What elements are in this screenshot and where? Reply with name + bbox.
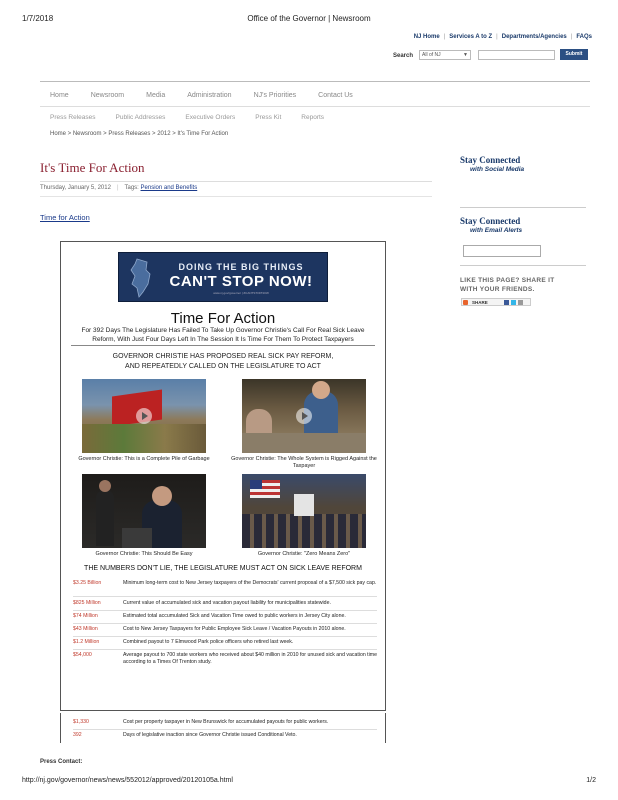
divider [40, 81, 590, 82]
divider [460, 265, 586, 266]
share-prompt-line: WITH YOUR FRIENDS. [460, 286, 535, 293]
search-label: Search [393, 53, 414, 59]
sub-nav-public-addresses[interactable]: Public Addresses [115, 114, 166, 121]
search-bar [393, 49, 593, 63]
sub-nav-press-kit[interactable]: Press Kit [255, 114, 282, 121]
main-nav-priorities[interactable]: NJ's Priorities [253, 92, 297, 99]
divider [73, 729, 377, 730]
social-heading: Stay Connected [460, 155, 521, 165]
flyer-subtitle-line: For 392 Days The Legislature Has Failed To Take Up Governor Christie's Call For Real Sick Leave [81, 327, 365, 334]
fact-description: Cost to New Jersey Taxpayers for Public Employee Sick Leave / Vacation Payouts in 2010 alone. [123, 626, 346, 632]
fact-amount: 392 [73, 732, 82, 738]
banner-headline: CAN'T STOP NOW! [169, 273, 313, 290]
banner-small-print: www.nj.gov/governor | #CANTSTOPNOW [213, 291, 269, 295]
email-icon [518, 300, 523, 305]
flyer-continuation [60, 713, 386, 743]
divider [73, 610, 377, 611]
sub-nav [50, 114, 344, 121]
fact-description: Cost per property taxpayer in New Brunswick for accumulated payouts for public workers. [123, 719, 329, 725]
fact-description: Days of legislative inaction since Governor Christie issued Conditional Veto. [123, 732, 297, 738]
flyer-document [60, 241, 386, 711]
top-nav-nj-home[interactable]: NJ Home [413, 34, 440, 40]
share-label: SHARE [472, 300, 488, 305]
main-nav-contact[interactable]: Contact Us [318, 92, 353, 99]
flyer-heading-line: AND REPEATEDLY CALLED ON THE LEGISLATURE TO ACT [125, 363, 321, 370]
video-thumbnail[interactable] [82, 379, 206, 453]
divider [73, 636, 377, 637]
video-thumbnail[interactable] [242, 379, 366, 453]
fact-description: Current value of accumulated sick and vacation payout liability for municipalities statewide. [123, 600, 331, 606]
search-submit-button[interactable]: Submit [560, 49, 588, 60]
print-url: http://nj.gov/governor/news/news/552012/approved/20120105a.html [22, 777, 233, 784]
photo-caption: Governor Christie: "Zero Means Zero" [257, 551, 351, 557]
divider [73, 596, 377, 597]
main-nav-media[interactable]: Media [146, 92, 166, 99]
search-scope-select[interactable] [419, 50, 471, 60]
search-input[interactable] [478, 50, 555, 60]
top-nav-departments[interactable]: Departments/Agencies [501, 34, 567, 40]
flyer-subtitle-line: Reform, With Just Four Days Left In The Session It Is Time For Them To Protect Taxpayers [92, 336, 354, 343]
flyer-title: Time For Action [170, 310, 276, 327]
print-header [22, 14, 596, 26]
search-scope-value: All of NJ [422, 52, 441, 58]
fact-amount: $1.2 Million [73, 639, 100, 645]
top-nav: NJ Home | Services A to Z | Departments/Agencies | FAQs [413, 34, 592, 40]
facebook-icon [504, 300, 509, 305]
fact-amount: $1,330 [73, 719, 89, 725]
main-nav [50, 92, 375, 99]
press-contact-label: Press Contact: [40, 759, 83, 765]
new-jersey-map-icon [129, 258, 153, 298]
photo-caption: Governor Christie: This is a Complete Pile of Garbage [78, 456, 210, 462]
flyer-heading [71, 352, 375, 372]
breadcrumb[interactable]: Home > Newsroom > Press Releases > 2012 > It's Time For Action [50, 131, 229, 137]
flyer-subtitle [71, 326, 375, 344]
play-icon [296, 408, 312, 424]
fact-description: Average payout to 700 state workers who received about $40 million in 2010 for unused sick and vacation time according to a Times Of Trenton study. [123, 652, 377, 665]
document-link[interactable]: Time for Action [40, 213, 90, 222]
sub-nav-press-releases[interactable]: Press Releases [50, 114, 96, 121]
fact-row [73, 580, 377, 594]
share-button[interactable] [461, 298, 531, 306]
fact-amount: $825 Million [73, 600, 101, 606]
divider [40, 181, 432, 182]
fact-amount: $43 Million [73, 626, 98, 632]
main-nav-newsroom[interactable]: Newsroom [90, 92, 125, 99]
main-nav-administration[interactable]: Administration [187, 92, 232, 99]
fact-amount: $54,000 [73, 652, 92, 658]
fact-description: Minimum long-term cost to New Jersey taxpayers of the Democrats' current proposal of a $7,500 sick pay cap. [123, 580, 377, 586]
fact-amount: $74 Million [73, 613, 98, 619]
top-nav-services[interactable]: Services A to Z [449, 34, 493, 40]
fact-description: Estimated total accumulated Sick and Vacation Time owed to public workers in Jersey City alone. [123, 613, 346, 619]
tags-label: Tags: [124, 185, 139, 191]
flyer-heading-line: GOVERNOR CHRISTIE HAS PROPOSED REAL SICK PAY REFORM, [112, 353, 334, 360]
divider [73, 623, 377, 624]
email-alert-input[interactable] [463, 245, 541, 257]
page-title: It's Time For Action [40, 160, 145, 175]
numbers-heading: THE NUMBERS DON'T LIE, THE LEGISLATURE MUST ACT ON SICK LEAVE REFORM [84, 565, 362, 572]
print-title: Office of the Governor | Newsroom [247, 14, 371, 23]
email-heading: Stay Connected [460, 216, 521, 226]
divider [40, 196, 432, 197]
sub-nav-executive-orders[interactable]: Executive Orders [185, 114, 236, 121]
sub-nav-reports[interactable]: Reports [301, 114, 325, 121]
play-icon [136, 408, 152, 424]
video-thumbnail[interactable] [82, 474, 206, 548]
photo-caption: Governor Christie: This Should Be Easy [95, 551, 193, 557]
fact-amount: $3.25 Billion [73, 580, 102, 586]
social-subheading[interactable]: with Social Media [470, 166, 525, 173]
top-nav-faqs[interactable]: FAQs [576, 34, 592, 40]
print-page-number: 1/2 [586, 777, 596, 784]
share-prompt-line: LIKE THIS PAGE? SHARE IT [460, 277, 555, 284]
share-prompt [460, 276, 554, 294]
chevron-down-icon: ▼ [463, 52, 468, 58]
divider [460, 207, 586, 208]
divider [71, 345, 375, 346]
fact-description: Combined payout to 7 Elmwood Park police officers who retired last week. [123, 639, 294, 645]
divider [40, 106, 590, 107]
video-thumbnail[interactable] [242, 474, 366, 548]
article-meta: Thursday, January 5, 2012 | Tags: Pension and Benefits [40, 185, 198, 191]
cant-stop-now-banner [118, 252, 328, 302]
email-subheading[interactable]: with Email Alerts [470, 227, 523, 234]
photo-caption: Governor Christie: The Whole System is Rigged Against the Taxpayer [231, 456, 377, 469]
twitter-icon [511, 300, 516, 305]
main-nav-home[interactable]: Home [50, 92, 69, 99]
share-icon [463, 300, 468, 305]
print-date: 1/7/2018 [22, 14, 54, 23]
banner-tagline: DOING THE BIG THINGS [178, 262, 304, 272]
tag-link[interactable]: Pension and Benefits [140, 185, 198, 191]
article-date: Thursday, January 5, 2012 [40, 185, 111, 191]
divider [73, 649, 377, 650]
